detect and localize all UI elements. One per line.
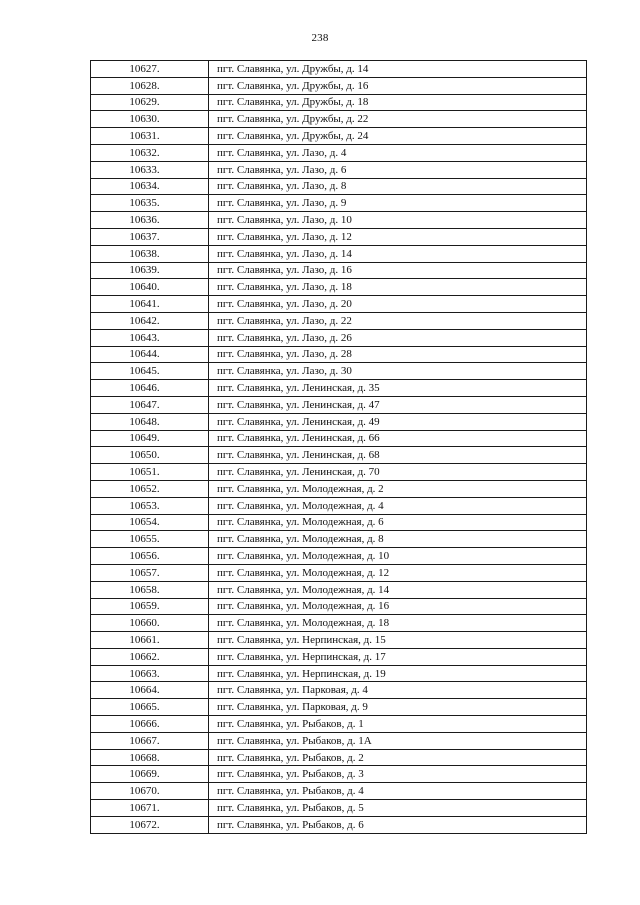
table-row [91,363,587,380]
table-row [91,548,587,565]
table-row [91,615,587,632]
row-number: 10648. [91,413,209,430]
row-number: 10653. [91,497,209,514]
row-number: 10639. [91,262,209,279]
row-address: пгт. Славянка, ул. Рыбаков, д. 6 [209,816,587,833]
row-number: 10661. [91,632,209,649]
table-row [91,816,587,833]
row-number: 10664. [91,682,209,699]
table-row [91,195,587,212]
row-address: пгт. Славянка, ул. Молодежная, д. 12 [209,564,587,581]
table-row [91,732,587,749]
table-row [91,464,587,481]
row-number: 10640. [91,279,209,296]
row-number: 10667. [91,732,209,749]
row-address: пгт. Славянка, ул. Дружбы, д. 18 [209,94,587,111]
row-address: пгт. Славянка, ул. Рыбаков, д. 1 [209,716,587,733]
row-number: 10638. [91,245,209,262]
row-address: пгт. Славянка, ул. Лазо, д. 20 [209,296,587,313]
row-number: 10670. [91,783,209,800]
row-address: пгт. Славянка, ул. Молодежная, д. 10 [209,548,587,565]
row-number: 10631. [91,128,209,145]
row-address: пгт. Славянка, ул. Лазо, д. 18 [209,279,587,296]
row-number: 10660. [91,615,209,632]
row-address: пгт. Славянка, ул. Ленинская, д. 66 [209,430,587,447]
table-row [91,531,587,548]
table-row [91,800,587,817]
row-address: пгт. Славянка, ул. Лазо, д. 30 [209,363,587,380]
row-address: пгт. Славянка, ул. Лазо, д. 4 [209,144,587,161]
table-row [91,94,587,111]
row-number: 10671. [91,800,209,817]
row-number: 10668. [91,749,209,766]
table-row [91,766,587,783]
table-row [91,279,587,296]
row-address: пгт. Славянка, ул. Лазо, д. 22 [209,312,587,329]
row-number: 10646. [91,380,209,397]
row-address: пгт. Славянка, ул. Молодежная, д. 2 [209,480,587,497]
table-row [91,598,587,615]
row-number: 10628. [91,77,209,94]
table-row [91,430,587,447]
table-row [91,128,587,145]
table-row [91,296,587,313]
table-row [91,447,587,464]
table-row [91,77,587,94]
row-number: 10666. [91,716,209,733]
table-row [91,682,587,699]
row-address: пгт. Славянка, ул. Молодежная, д. 8 [209,531,587,548]
table-row [91,497,587,514]
row-number: 10659. [91,598,209,615]
row-address: пгт. Славянка, ул. Лазо, д. 28 [209,346,587,363]
row-address: пгт. Славянка, ул. Нерпинская, д. 17 [209,648,587,665]
row-number: 10635. [91,195,209,212]
row-address: пгт. Славянка, ул. Лазо, д. 6 [209,161,587,178]
row-address: пгт. Славянка, ул. Дружбы, д. 24 [209,128,587,145]
table-row [91,716,587,733]
row-address: пгт. Славянка, ул. Молодежная, д. 18 [209,615,587,632]
row-address: пгт. Славянка, ул. Молодежная, д. 4 [209,497,587,514]
row-number: 10636. [91,212,209,229]
row-number: 10642. [91,312,209,329]
row-address: пгт. Славянка, ул. Молодежная, д. 14 [209,581,587,598]
row-address: пгт. Славянка, ул. Парковая, д. 9 [209,699,587,716]
row-number: 10650. [91,447,209,464]
row-number: 10632. [91,144,209,161]
row-address: пгт. Славянка, ул. Ленинская, д. 35 [209,380,587,397]
row-address: пгт. Славянка, ул. Рыбаков, д. 1А [209,732,587,749]
row-address: пгт. Славянка, ул. Дружбы, д. 22 [209,111,587,128]
row-number: 10655. [91,531,209,548]
row-number: 10629. [91,94,209,111]
row-address: пгт. Славянка, ул. Ленинская, д. 47 [209,396,587,413]
row-number: 10651. [91,464,209,481]
table-row [91,111,587,128]
table-row [91,581,587,598]
row-number: 10657. [91,564,209,581]
row-number: 10652. [91,480,209,497]
row-address: пгт. Славянка, ул. Молодежная, д. 16 [209,598,587,615]
row-number: 10662. [91,648,209,665]
table-row [91,61,587,78]
row-address: пгт. Славянка, ул. Лазо, д. 8 [209,178,587,195]
row-address: пгт. Славянка, ул. Парковая, д. 4 [209,682,587,699]
row-address: пгт. Славянка, ул. Ленинская, д. 49 [209,413,587,430]
row-number: 10649. [91,430,209,447]
row-address: пгт. Славянка, ул. Лазо, д. 14 [209,245,587,262]
row-number: 10672. [91,816,209,833]
row-address: пгт. Славянка, ул. Рыбаков, д. 3 [209,766,587,783]
table-row [91,245,587,262]
row-address: пгт. Славянка, ул. Молодежная, д. 6 [209,514,587,531]
row-address: пгт. Славянка, ул. Лазо, д. 26 [209,329,587,346]
row-address: пгт. Славянка, ул. Рыбаков, д. 2 [209,749,587,766]
table-row [91,212,587,229]
row-number: 10627. [91,61,209,78]
address-table-body [91,61,587,834]
table-row [91,346,587,363]
row-address: пгт. Славянка, ул. Рыбаков, д. 4 [209,783,587,800]
row-address: пгт. Славянка, ул. Лазо, д. 16 [209,262,587,279]
table-row [91,178,587,195]
table-row [91,699,587,716]
row-number: 10630. [91,111,209,128]
table-row [91,161,587,178]
row-address: пгт. Славянка, ул. Лазо, д. 10 [209,212,587,229]
row-address: пгт. Славянка, ул. Ленинская, д. 68 [209,447,587,464]
row-number: 10656. [91,548,209,565]
table-row [91,144,587,161]
table-row [91,413,587,430]
row-number: 10633. [91,161,209,178]
row-address: пгт. Славянка, ул. Лазо, д. 9 [209,195,587,212]
row-number: 10643. [91,329,209,346]
row-address: пгт. Славянка, ул. Нерпинская, д. 19 [209,665,587,682]
address-table [90,60,587,834]
table-row [91,312,587,329]
table-row [91,564,587,581]
row-address: пгт. Славянка, ул. Ленинская, д. 70 [209,464,587,481]
row-number: 10654. [91,514,209,531]
row-number: 10645. [91,363,209,380]
row-address: пгт. Славянка, ул. Рыбаков, д. 5 [209,800,587,817]
row-number: 10637. [91,228,209,245]
row-number: 10658. [91,581,209,598]
table-row [91,396,587,413]
table-row [91,329,587,346]
row-address: пгт. Славянка, ул. Дружбы, д. 14 [209,61,587,78]
table-row [91,262,587,279]
page-number: 238 [311,32,329,44]
row-address: пгт. Славянка, ул. Нерпинская, д. 15 [209,632,587,649]
table-row [91,632,587,649]
row-number: 10669. [91,766,209,783]
row-number: 10644. [91,346,209,363]
row-number: 10663. [91,665,209,682]
table-row [91,380,587,397]
table-row [91,783,587,800]
table-row [91,749,587,766]
row-address: пгт. Славянка, ул. Лазо, д. 12 [209,228,587,245]
row-number: 10641. [91,296,209,313]
row-address: пгт. Славянка, ул. Дружбы, д. 16 [209,77,587,94]
table-row [91,514,587,531]
table-row [91,228,587,245]
row-number: 10647. [91,396,209,413]
table-row [91,480,587,497]
table-row [91,648,587,665]
row-number: 10665. [91,699,209,716]
row-number: 10634. [91,178,209,195]
table-row [91,665,587,682]
